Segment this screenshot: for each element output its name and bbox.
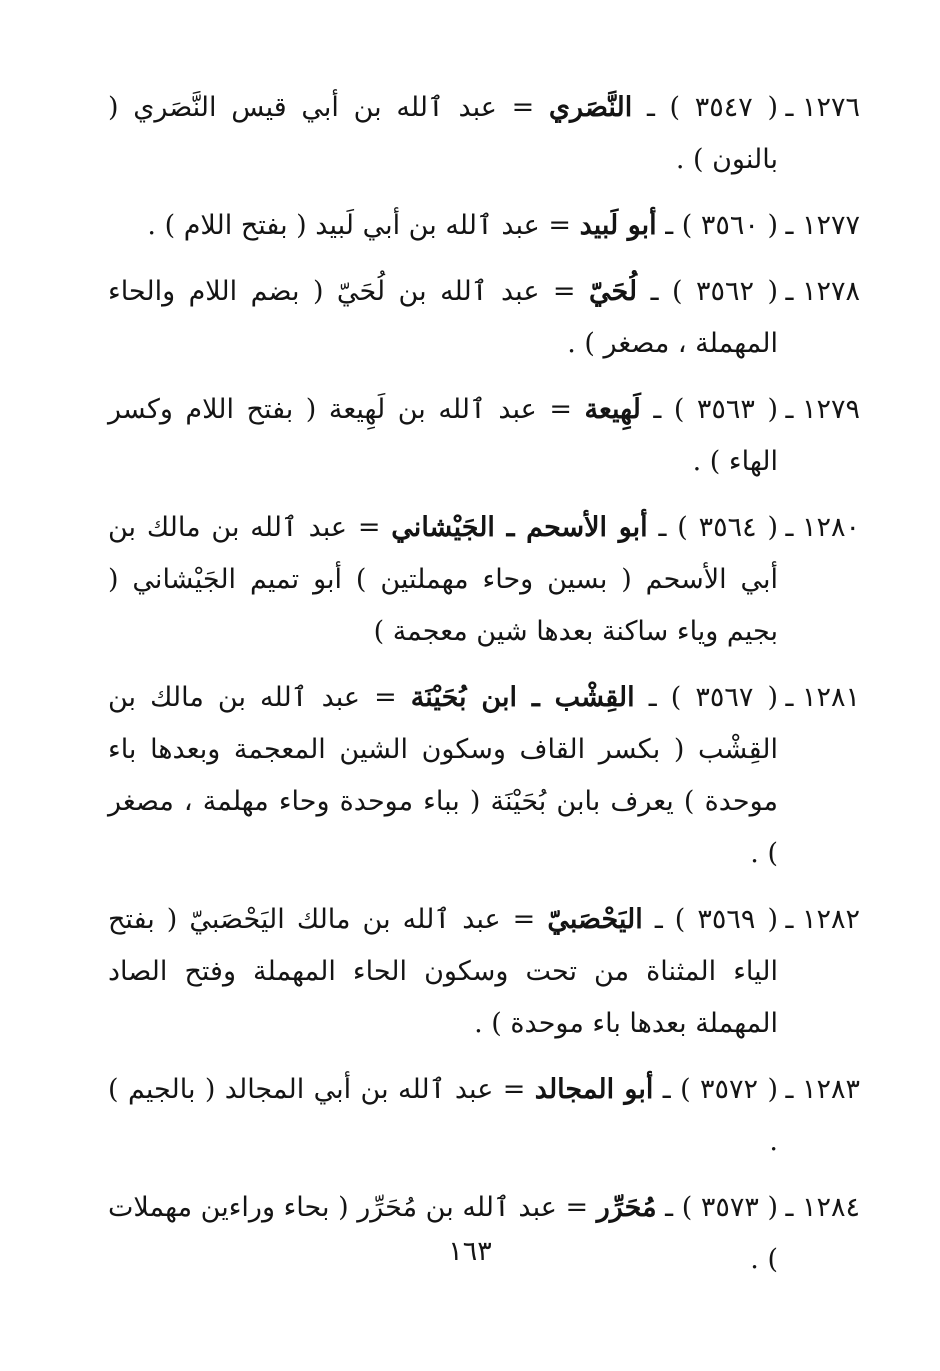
entry-1278 — [108, 266, 860, 370]
entry-1283 — [108, 1064, 860, 1168]
entry-text: = عبد ٱلله بن أبي لَبيد ( بفتح اللام ) . — [147, 210, 571, 241]
entry-reference: ( ٣٥٦٠ ) ـ — [665, 210, 778, 241]
entry-number: ١٢٧٨ ـ — [785, 276, 860, 307]
entry-number: ١٢٨٢ ـ — [785, 904, 860, 935]
entry-reference: ( ٣٥٧٣ ) ـ — [665, 1192, 779, 1223]
entry-number: ١٢٧٩ ـ — [785, 394, 860, 425]
entry-reference: ( ٣٥٤٧ ) ـ — [646, 92, 778, 123]
page-number: ١٦٣ — [448, 1236, 492, 1267]
entry-1284 — [108, 1182, 860, 1286]
entry-text: = عبد ٱلله بن أبي قيس النَّصَري ( بالنون ) . — [108, 92, 778, 175]
entry-headword: القِشْب ـ ابن بُحَيْنَة — [410, 682, 635, 713]
entry-reference: ( ٣٥٦٤ ) ـ — [658, 512, 778, 543]
entry-text: = عبد ٱلله بن لَهِيعة ( بفتح اللام وكسر الهاء ) . — [108, 394, 778, 477]
entry-headword: اليَحْصَبيّ — [547, 904, 643, 935]
entry-1276 — [108, 82, 860, 186]
entry-headword: أبو الأسحم ـ الجَيْشاني — [391, 512, 648, 543]
entry-1282 — [108, 894, 860, 1050]
entry-reference: ( ٣٥٦٩ ) ـ — [654, 904, 778, 935]
entry-text: = عبد ٱلله بن أبي المجالد ( بالجيم ) . — [108, 1074, 778, 1157]
entry-reference: ( ٣٥٦٢ ) ـ — [650, 276, 778, 307]
entry-1277 — [108, 200, 860, 252]
entry-text: = عبد ٱلله بن لُحَيّ ( بضم اللام والحاء المهملة ، مصغر ) . — [108, 276, 778, 359]
entry-number: ١٢٨٤ ـ — [785, 1192, 860, 1223]
entry-text: = عبد ٱلله بن مالك بن القِشْب ( بكسر القاف وسكون الشين المعجمة وبعدها باء موحدة ) يعرف بابن بُحَيْنَة ( بباء موحدة وحاء مهلمة ، مصغر ) . — [108, 682, 778, 869]
entry-number: ١٢٨٣ ـ — [785, 1074, 860, 1105]
entry-reference: ( ٣٥٧٢ ) ـ — [662, 1074, 779, 1105]
entry-headword: لُحَيّ — [588, 276, 638, 307]
entry-text: = عبد ٱلله بن مُحَرِّر ( بحاء وراءين مهملات ) . — [108, 1192, 778, 1275]
entry-reference: ( ٣٥٦٧ ) ـ — [648, 682, 778, 713]
entry-headword: مُحَرِّر — [596, 1192, 657, 1223]
entry-1279 — [108, 384, 860, 488]
entry-number: ١٢٧٧ ـ — [785, 210, 860, 241]
entry-headword: النَّصَري — [548, 92, 633, 123]
entry-headword: أبو المجالد — [534, 1074, 654, 1105]
entry-headword: لَهِيعة — [584, 394, 641, 425]
entry-number: ١٢٨٠ ـ — [785, 512, 860, 543]
entry-list — [108, 82, 860, 1300]
entry-1280 — [108, 502, 860, 658]
entry-1281 — [108, 672, 860, 880]
entry-headword: أبو لَبيد — [579, 210, 657, 241]
entry-reference: ( ٣٥٦٣ ) ـ — [653, 394, 778, 425]
entry-number: ١٢٧٦ ـ — [785, 92, 860, 123]
entry-text: = عبد ٱلله بن مالك بن أبي الأسحم ( بسين وحاء مهملتين ) أبو تميم الجَيْشاني ( بجيم وياء ساكنة بعدها شين معجمة ) — [108, 512, 778, 647]
entry-number: ١٢٨١ ـ — [785, 682, 860, 713]
entry-text: = عبد ٱلله بن مالك اليَحْصَبيّ ( بفتح الياء المثناة من تحت وسكون الحاء المهملة وفتح الصاد المهملة بعدها باء موحدة ) . — [108, 904, 778, 1039]
